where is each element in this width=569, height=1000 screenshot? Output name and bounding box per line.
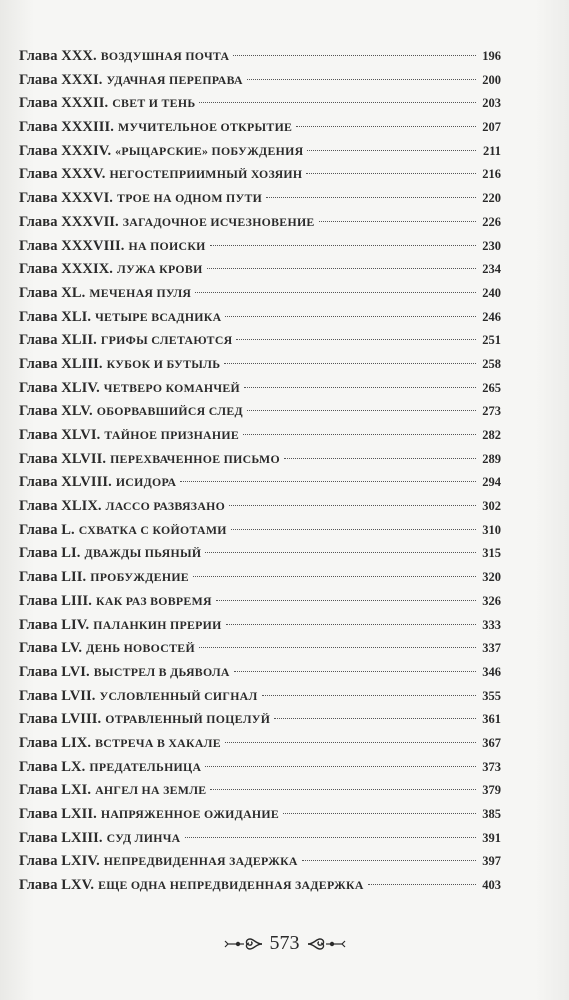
dot-leader xyxy=(195,292,476,293)
chapter-page-number: 258 xyxy=(482,356,501,371)
dot-leader xyxy=(296,126,476,127)
toc-entry xyxy=(19,685,501,709)
dot-leader xyxy=(205,552,476,553)
chapter-label: Глава XLVII. xyxy=(19,450,107,467)
chapter-page-number: 397 xyxy=(482,854,501,869)
dot-leader xyxy=(302,860,476,861)
toc-entry xyxy=(19,850,501,874)
chapter-page-number: 251 xyxy=(482,333,501,348)
chapter-page-number: 211 xyxy=(482,143,501,158)
dot-leader xyxy=(193,576,476,577)
dot-leader xyxy=(226,624,476,625)
dot-leader xyxy=(210,245,476,246)
chapter-page-number: 200 xyxy=(482,72,501,87)
chapter-page-number: 294 xyxy=(482,475,501,490)
toc-entry xyxy=(19,69,501,93)
dot-leader xyxy=(216,600,476,601)
chapter-title: ЗАГАДОЧНОЕ ИСЧЕЗНОВЕНИЕ xyxy=(122,214,315,229)
dot-leader xyxy=(247,79,476,80)
toc-entry xyxy=(19,590,501,614)
toc-entry xyxy=(19,424,501,448)
toc-entry xyxy=(19,637,501,661)
dot-leader xyxy=(247,410,476,411)
toc-entry xyxy=(19,92,501,116)
toc-entry xyxy=(19,306,501,330)
chapter-title: ЕЩЕ ОДНА НЕПРЕДВИДЕННАЯ ЗАДЕРЖКА xyxy=(98,878,364,893)
chapter-page-number: 379 xyxy=(482,783,501,798)
dot-leader xyxy=(225,316,476,317)
dot-leader xyxy=(234,671,476,672)
dot-leader xyxy=(231,529,476,530)
toc-entry xyxy=(19,519,501,543)
chapter-label: Глава XLIII. xyxy=(19,355,103,372)
chapter-label: Глава XLIV. xyxy=(19,379,100,396)
chapter-title: ОТРАВЛЕННЫЙ ПОЦЕЛУЙ xyxy=(105,712,271,727)
chapter-label: Глава XLV. xyxy=(19,403,93,420)
chapter-label: Глава L. xyxy=(19,521,75,538)
ornament-right-icon xyxy=(306,936,346,952)
chapter-title: ПРОБУЖДЕНИЕ xyxy=(90,570,189,585)
chapter-page-number: 289 xyxy=(482,451,501,466)
dot-leader xyxy=(224,363,476,364)
chapter-label: Глава XXXVIII. xyxy=(19,237,125,254)
chapter-label: Глава LVIII. xyxy=(19,711,102,728)
chapter-label: Глава XXXIV. xyxy=(19,142,112,159)
chapter-label: Глава LII. xyxy=(19,569,87,586)
chapter-page-number: 240 xyxy=(482,285,501,300)
chapter-title: НА ПОИСКИ xyxy=(128,238,206,253)
chapter-label: Глава LXII. xyxy=(19,806,97,822)
chapter-title: СВЕТ И ТЕНЬ xyxy=(112,96,196,111)
chapter-label: Глава XXX. xyxy=(19,48,97,64)
chapter-title: ИСИДОРА xyxy=(115,475,177,490)
chapter-page-number: 226 xyxy=(482,214,501,229)
toc-entry xyxy=(19,448,501,472)
toc-entry xyxy=(19,235,501,259)
chapter-page-number: 203 xyxy=(482,96,501,111)
chapter-label: Глава XLI. xyxy=(19,308,92,325)
chapter-title: ПАЛАНКИН ПРЕРИИ xyxy=(93,617,222,632)
chapter-page-number: 282 xyxy=(482,428,501,442)
toc-entry xyxy=(19,45,501,69)
toc-entry xyxy=(19,258,501,282)
chapter-title: ТАЙНОЕ ПРИЗНАНИЕ xyxy=(104,428,239,442)
toc-entry xyxy=(19,140,501,164)
chapter-title: ЛАССО РАЗВЯЗАНО xyxy=(105,499,226,514)
chapter-label: Глава LV. xyxy=(19,640,83,657)
chapter-label: Глава LXIV. xyxy=(19,853,100,870)
chapter-label: Глава LX. xyxy=(19,758,86,775)
chapter-title: ОБОРВАВШИЙСЯ СЛЕД xyxy=(96,404,243,419)
chapter-page-number: 246 xyxy=(482,309,501,324)
chapter-label: Глава XXXVI. xyxy=(19,190,114,207)
chapter-title: ПЕРЕХВАЧЕННОЕ ПИСЬМО xyxy=(110,451,280,466)
dot-leader xyxy=(199,102,476,103)
dot-leader xyxy=(284,458,476,459)
toc-entry xyxy=(19,827,501,851)
chapter-title: ПРЕДАТЕЛЬНИЦА xyxy=(89,759,202,774)
chapter-label: Глава XXXVII. xyxy=(19,213,119,230)
toc-entry xyxy=(19,708,501,732)
dot-leader xyxy=(233,55,476,56)
table-of-contents xyxy=(19,45,501,898)
chapter-label: Глава LXI. xyxy=(19,782,92,799)
toc-entry xyxy=(19,282,501,306)
chapter-title: КУБОК И БУТЫЛЬ xyxy=(106,356,221,371)
page-footer xyxy=(0,932,569,955)
dot-leader xyxy=(262,695,476,696)
chapter-title: СХВАТКА С КОЙОТАМИ xyxy=(78,522,227,537)
chapter-title: «РЫЦАРСКИЕ» ПОБУЖДЕНИЯ xyxy=(115,143,304,158)
chapter-title: ЛУЖА КРОВИ xyxy=(117,262,203,277)
chapter-title: НЕГОСТЕПРИИМНЫЙ ХОЗЯИН xyxy=(109,167,303,182)
chapter-label: Глава LIX. xyxy=(19,734,92,751)
toc-entry xyxy=(19,542,501,566)
toc-entry xyxy=(19,353,501,377)
dot-leader xyxy=(210,789,476,790)
chapter-title: ДВАЖДЫ ПЬЯНЫЙ xyxy=(84,546,202,561)
chapter-label: Глава LVI. xyxy=(19,663,90,680)
chapter-title: ВЫСТРЕЛ В ДЬЯВОЛА xyxy=(93,664,230,679)
chapter-page-number: 207 xyxy=(482,120,501,135)
toc-entry xyxy=(19,163,501,187)
chapter-page-number: 391 xyxy=(482,830,501,845)
chapter-label: Глава XXXV. xyxy=(19,166,106,183)
chapter-label: Глава LXIII. xyxy=(19,829,103,846)
toc-entry xyxy=(19,874,501,898)
chapter-page-number: 403 xyxy=(482,878,501,893)
chapter-label: Глава LVII. xyxy=(19,687,96,704)
chapter-label: Глава XLVI. xyxy=(19,427,101,443)
chapter-page-number: 273 xyxy=(482,404,501,419)
toc-entry xyxy=(19,779,501,803)
chapter-page-number: 373 xyxy=(482,759,501,774)
chapter-label: Глава LIV. xyxy=(19,616,90,633)
toc-entry xyxy=(19,495,501,519)
chapter-label: Глава LIII. xyxy=(19,592,93,609)
chapter-label: Глава XLVIII. xyxy=(19,474,112,491)
chapter-page-number: 337 xyxy=(482,641,501,656)
chapter-title: МЕЧЕНАЯ ПУЛЯ xyxy=(89,285,192,300)
dot-leader xyxy=(205,766,476,767)
toc-entry xyxy=(19,732,501,756)
toc-entry xyxy=(19,471,501,495)
ornament-left-icon xyxy=(224,936,264,952)
dot-leader xyxy=(225,742,476,743)
chapter-title: УДАЧНАЯ ПЕРЕПРАВА xyxy=(106,72,243,87)
chapter-title: ЧЕТЫРЕ ВСАДНИКА xyxy=(95,309,222,324)
chapter-label: Глава LXV. xyxy=(19,877,95,894)
toc-entry xyxy=(19,329,501,353)
toc-entry xyxy=(19,566,501,590)
chapter-page-number: 320 xyxy=(482,570,501,585)
chapter-title: СУД ЛИНЧА xyxy=(106,830,181,845)
toc-entry xyxy=(19,377,501,401)
toc-entry xyxy=(19,116,501,140)
dot-leader xyxy=(319,221,476,222)
chapter-label: Глава XXXII. xyxy=(19,95,109,112)
chapter-title: ГРИФЫ СЛЕТАЮТСЯ xyxy=(100,333,233,348)
chapter-label: Глава XLII. xyxy=(19,332,97,349)
chapter-title: ВОЗДУШНАЯ ПОЧТА xyxy=(100,49,230,63)
toc-entry xyxy=(19,211,501,235)
chapter-page-number: 355 xyxy=(482,688,501,703)
chapter-page-number: 230 xyxy=(482,238,501,253)
dot-leader xyxy=(180,481,476,482)
dot-leader xyxy=(236,339,476,340)
chapter-label: Глава XL. xyxy=(19,284,86,301)
dot-leader xyxy=(229,505,476,506)
toc-entry xyxy=(19,400,501,424)
toc-entry xyxy=(19,187,501,211)
chapter-label: Глава XXXIII. xyxy=(19,119,114,136)
dot-leader xyxy=(207,268,476,269)
chapter-page-number: 310 xyxy=(482,522,501,537)
chapter-page-number: 385 xyxy=(482,807,501,821)
chapter-page-number: 326 xyxy=(482,593,501,608)
toc-entry xyxy=(19,803,501,827)
chapter-title: МУЧИТЕЛЬНОЕ ОТКРЫТИЕ xyxy=(117,120,293,135)
dot-leader xyxy=(266,197,476,198)
chapter-title: ДЕНЬ НОВОСТЕЙ xyxy=(86,641,195,656)
chapter-label: Глава XXXI. xyxy=(19,71,103,88)
chapter-title: НЕПРЕДВИДЕННАЯ ЗАДЕРЖКА xyxy=(103,854,298,869)
chapter-page-number: 315 xyxy=(482,546,501,561)
chapter-title: АНГЕЛ НА ЗЕМЛЕ xyxy=(95,783,207,798)
dot-leader xyxy=(368,884,476,885)
dot-leader xyxy=(283,813,476,814)
chapter-page-number: 346 xyxy=(482,664,501,679)
dot-leader xyxy=(243,434,476,435)
chapter-title: ВСТРЕЧА В ХАКАЛЕ xyxy=(95,735,221,750)
dot-leader xyxy=(306,173,476,174)
chapter-page-number: 333 xyxy=(482,617,501,632)
dot-leader xyxy=(199,647,476,648)
chapter-title: КАК РАЗ ВОВРЕМЯ xyxy=(96,593,212,608)
chapter-label: Глава XLIX. xyxy=(19,498,102,515)
dot-leader xyxy=(307,150,476,151)
chapter-title: ТРОЕ НА ОДНОМ ПУТИ xyxy=(117,191,263,206)
chapter-page-number: 196 xyxy=(482,49,501,63)
chapter-page-number: 220 xyxy=(482,191,501,206)
chapter-page-number: 361 xyxy=(482,712,501,727)
chapter-label: Глава LI. xyxy=(19,545,81,562)
chapter-title: УСЛОВЛЕННЫЙ СИГНАЛ xyxy=(99,688,258,703)
page-number: 573 xyxy=(269,932,300,954)
dot-leader xyxy=(274,718,476,719)
chapter-title: ЧЕТВЕРО КОМАНЧЕЙ xyxy=(103,380,240,395)
chapter-page-number: 234 xyxy=(482,262,501,277)
chapter-page-number: 302 xyxy=(482,499,501,514)
chapter-page-number: 265 xyxy=(482,380,501,395)
dot-leader xyxy=(185,837,477,838)
toc-entry xyxy=(19,661,501,685)
toc-entry xyxy=(19,614,501,638)
chapter-page-number: 216 xyxy=(482,167,501,182)
dot-leader xyxy=(244,387,476,388)
toc-entry xyxy=(19,756,501,780)
chapter-label: Глава XXXIX. xyxy=(19,261,114,278)
chapter-title: НАПРЯЖЕННОЕ ОЖИДАНИЕ xyxy=(100,807,280,821)
chapter-page-number: 367 xyxy=(482,735,501,750)
